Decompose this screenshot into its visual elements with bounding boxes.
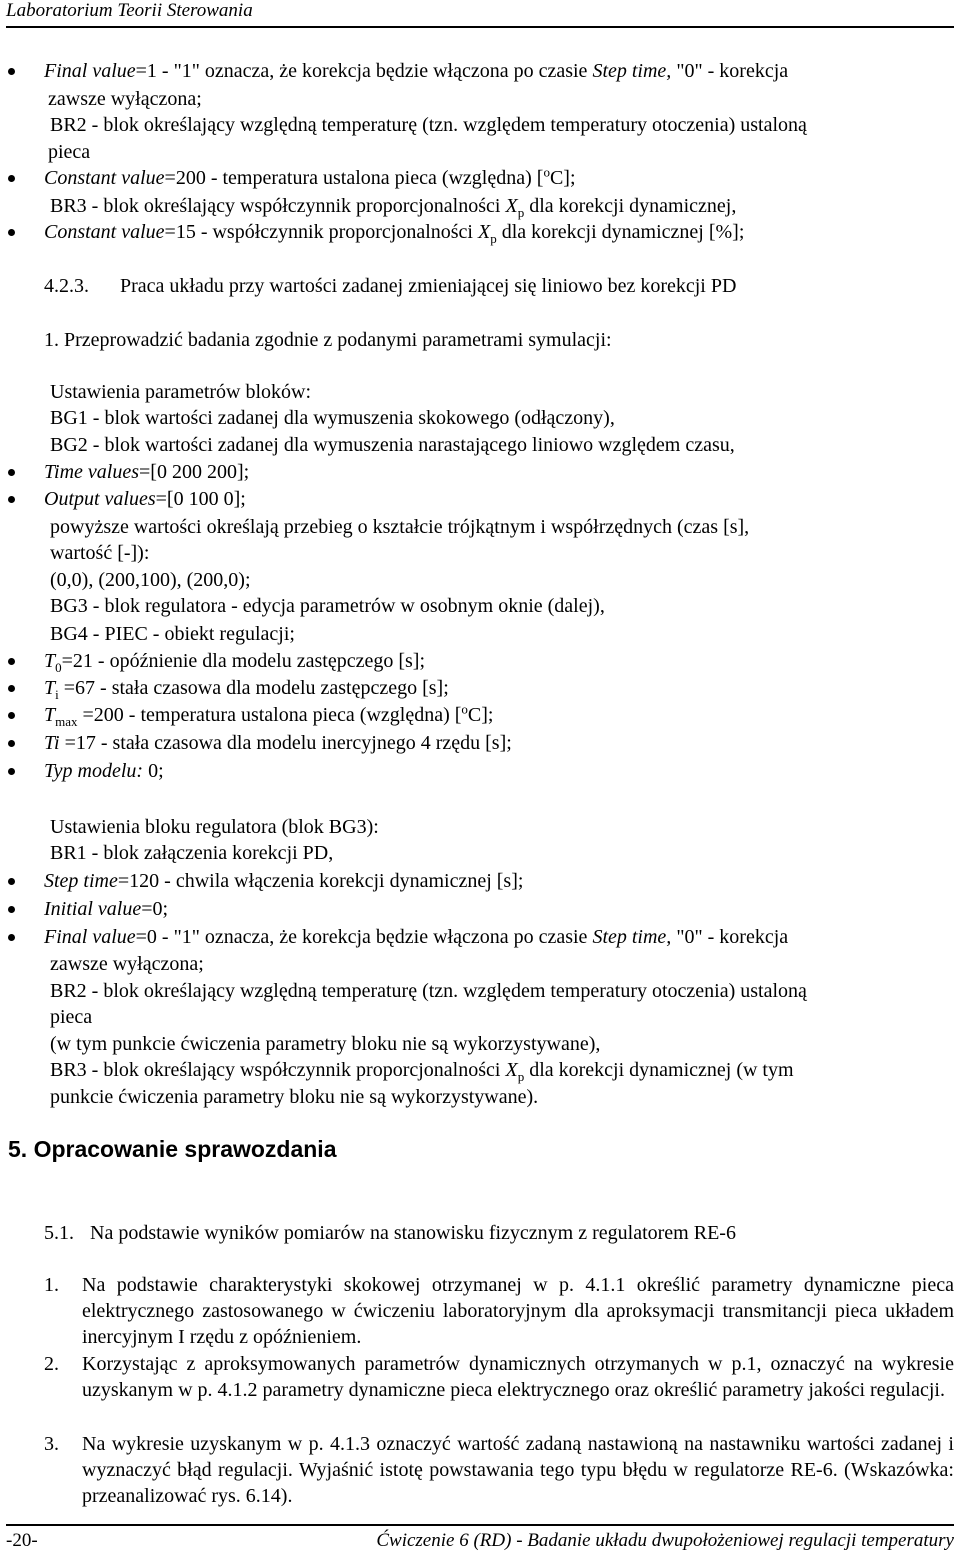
bullet-icon	[8, 740, 15, 747]
bullet-icon	[8, 878, 15, 885]
list-item-text	[48, 86, 202, 112]
text-run: =[0 100 0];	[155, 488, 246, 510]
text-run: Final value	[44, 926, 136, 948]
list-item-text	[44, 486, 246, 512]
subsection2-title: Na podstawie wyników pomiarów na stanowisku fizycznym z regulatorem RE-6	[90, 1222, 736, 1244]
text-run: =200 - temperatura ustalona pieca (względna) [	[164, 167, 544, 189]
list-item-text	[50, 621, 295, 647]
list-item-text	[44, 58, 788, 84]
text-run: Ti	[44, 732, 60, 754]
text-run: 0;	[143, 760, 164, 782]
text-run: BR1 - blok załączenia korekcji PD,	[50, 842, 334, 864]
bullet-icon	[8, 658, 15, 665]
text-run: =17 - stała czasowa dla modelu inercyjnego 4 rzędu [s];	[59, 732, 512, 754]
bullet-icon	[8, 768, 15, 775]
subsection-title: Praca układu przy wartości zadanej zmieniającej się liniowo bez korekcji PD	[120, 275, 737, 297]
text-run: =[0 200 200];	[139, 461, 250, 483]
list-item-text	[50, 112, 807, 138]
list-item-text	[44, 219, 744, 245]
list-number: 3.	[44, 1433, 59, 1455]
text-run: Step time	[44, 870, 118, 892]
list-item-text	[44, 675, 449, 701]
list-item-text	[44, 648, 425, 674]
text-run: =1 - "1" oznacza, że korekcja będzie włączona po czasie	[135, 60, 593, 82]
text-run: =120 - chwila włączenia korekcji dynamicznej [s];	[117, 870, 524, 892]
text-run: BG4 - PIEC - obiekt regulacji;	[50, 623, 295, 645]
list-item-text	[44, 165, 576, 191]
bullet-icon	[8, 712, 15, 719]
text-run: Time values	[44, 461, 139, 483]
list-item-text	[50, 405, 615, 431]
text-run: dla korekcji dynamicznej [%];	[496, 221, 745, 243]
text-run: =15 - współczynnik proporcjonalności	[164, 221, 478, 243]
subsection-number: 4.2.3.	[44, 275, 89, 297]
list-item-text	[44, 459, 249, 485]
numbered-paragraph: Na wykresie uzyskanym w p. 4.1.3 oznaczyć wartość zadaną nastawioną na nastawniku wartości zadanej i wyznaczyć błąd regulacji. Wyjaśnić istotę powstawania tego typu błędu w regulatorze RE-6. (Wskazówka: przeanalizować rys. 6.14).	[82, 1433, 954, 1507]
page-header	[6, 0, 954, 28]
list-item-text	[50, 1004, 92, 1030]
text-run: =0 - "1" oznacza, że korekcja będzie włączona po czasie	[135, 926, 593, 948]
list-item-text	[50, 814, 379, 840]
text-run: o	[543, 164, 550, 180]
text-run: zawsze wyłączona;	[48, 88, 202, 110]
text-run: BG2 - blok wartości zadanej dla wymuszenia narastającego liniowo względem czasu,	[50, 434, 735, 456]
list-item-text	[50, 432, 735, 458]
list-item-text	[50, 978, 807, 1004]
list-item-text	[44, 896, 168, 922]
text-run: X	[505, 1059, 518, 1081]
list-item-text	[44, 868, 523, 894]
text-run: Ustawienia bloku regulatora (blok BG3):	[50, 816, 379, 838]
list-item-text	[50, 379, 311, 405]
text-run: (0,0), (200,100), (200,0);	[50, 569, 251, 591]
list-item-text	[50, 1057, 794, 1083]
bullet-icon	[8, 496, 15, 503]
text-run: =200 - temperatura ustalona pieca (względna) [	[77, 704, 462, 726]
text-run: punkcie ćwiczenia parametry bloku nie są wykorzystywane).	[50, 1086, 539, 1108]
text-run: Initial value	[44, 898, 142, 920]
list-item-text	[50, 1084, 538, 1110]
list-item-text	[44, 758, 164, 784]
text-run: Final value	[44, 60, 136, 82]
list-item-text	[50, 567, 251, 593]
bullet-icon	[8, 469, 15, 476]
bullet-icon	[8, 68, 15, 75]
list-item-text	[48, 139, 90, 165]
text-run: p	[517, 205, 525, 220]
bullet-icon	[8, 175, 15, 182]
text-run: pieca	[50, 1006, 93, 1028]
text-run: max	[55, 714, 78, 729]
list-item-text	[50, 593, 605, 619]
list-item-text	[50, 951, 204, 977]
list-item-text	[50, 514, 749, 540]
text-run: BG3 - blok regulatora - edycja parametrów w osobnym oknie (dalej),	[50, 595, 605, 617]
text-run: BR3 - blok określający współczynnik proporcjonalności	[50, 1059, 506, 1081]
text-run: =21 - opóźnienie dla modelu zastępczego [s];	[61, 650, 425, 672]
text-run: (w tym punkcie ćwiczenia parametry bloku nie są wykorzystywane),	[50, 1033, 601, 1055]
text-run: BG1 - blok wartości zadanej dla wymuszenia skokowego (odłączony),	[50, 407, 615, 429]
list-item-text	[44, 730, 512, 756]
text-run: Constant value	[44, 167, 165, 189]
bullet-icon	[8, 906, 15, 913]
step-instruction: 1. Przeprowadzić badania zgodnie z podanymi parametrami symulacji:	[44, 329, 612, 351]
text-run: BR2 - blok określający względną temperaturę (tzn. względem temperatury otoczenia) ustaloną	[50, 114, 807, 136]
text-run: 0	[55, 660, 62, 675]
page-number: -20-	[6, 1530, 38, 1551]
text-run: wartość [-]):	[50, 542, 150, 564]
bullet-icon	[8, 685, 15, 692]
text-run: T	[44, 650, 56, 672]
text-run: p	[517, 1069, 525, 1084]
page-footer	[6, 1524, 954, 1552]
header-title: Laboratorium Teorii Sterowania	[6, 0, 253, 21]
numbered-paragraph: Na podstawie charakterystyki skokowej otrzymanej w p. 4.1.1 określić parametry dynamiczne pieca elektrycznego zastosowanego w ćwiczeniu laboratoryjnym dla aproksymacji transmitancji pieca układem inercyjnym I rzędu z opóźnieniem.	[82, 1274, 954, 1348]
text-run: i	[55, 687, 59, 702]
footer-title: Ćwiczenie 6 (RD) - Badanie układu dwupołożeniowej regulacji temperatury	[376, 1530, 954, 1551]
text-run: T	[44, 677, 56, 699]
list-item-text	[50, 1031, 600, 1057]
text-run: C];	[467, 704, 494, 726]
list-item-text	[50, 840, 333, 866]
text-run: Step time,	[592, 60, 672, 82]
text-run: C];	[549, 167, 576, 189]
text-run: =67 - stała czasowa dla modelu zastępczego [s];	[58, 677, 449, 699]
text-run: X	[505, 195, 518, 217]
text-run: BR3 - blok określający współczynnik proporcjonalności	[50, 195, 506, 217]
text-run: "0" - korekcja	[671, 926, 789, 948]
list-item-text	[44, 924, 788, 950]
subsection2-number: 5.1.	[44, 1222, 74, 1244]
text-run: pieca	[48, 141, 91, 163]
text-run: Step time,	[592, 926, 672, 948]
text-run: =0;	[141, 898, 169, 920]
text-run: dla korekcji dynamicznej (w tym	[524, 1059, 794, 1081]
text-run: zawsze wyłączona;	[50, 953, 204, 975]
text-run: dla korekcji dynamicznej,	[524, 195, 737, 217]
numbered-paragraph: Korzystając z aproksymowanych parametrów dynamicznych otrzymanych w p.1, oznaczyć na wykresie uzyskanym w p. 4.1.2 parametry dynamiczne pieca elektrycznego oraz określić parametry jakości regulacji.	[82, 1353, 954, 1401]
text-run: powyższe wartości określają przebieg o kształcie trójkątnym i współrzędnych (czas [s],	[50, 516, 750, 538]
bullet-icon	[8, 229, 15, 236]
text-run: Output values	[44, 488, 156, 510]
bullet-icon	[8, 934, 15, 941]
list-item-text	[50, 193, 736, 219]
list-item-text	[50, 540, 149, 566]
text-run: BR2 - blok określający względną temperaturę (tzn. względem temperatury otoczenia) ustaloną	[50, 980, 807, 1002]
text-run: Constant value	[44, 221, 165, 243]
text-run: T	[44, 704, 56, 726]
list-number: 1.	[44, 1274, 59, 1296]
text-run: p	[490, 231, 497, 246]
text-run: o	[461, 701, 468, 717]
list-number: 2.	[44, 1353, 59, 1375]
text-run: X	[477, 221, 491, 243]
text-run: "0" - korekcja	[671, 60, 789, 82]
section-title: 5. Opracowanie sprawozdania	[8, 1136, 337, 1162]
list-item-text	[44, 702, 493, 728]
text-run: Ustawienia parametrów bloków:	[50, 381, 312, 403]
text-run: Typ modelu:	[44, 760, 144, 782]
